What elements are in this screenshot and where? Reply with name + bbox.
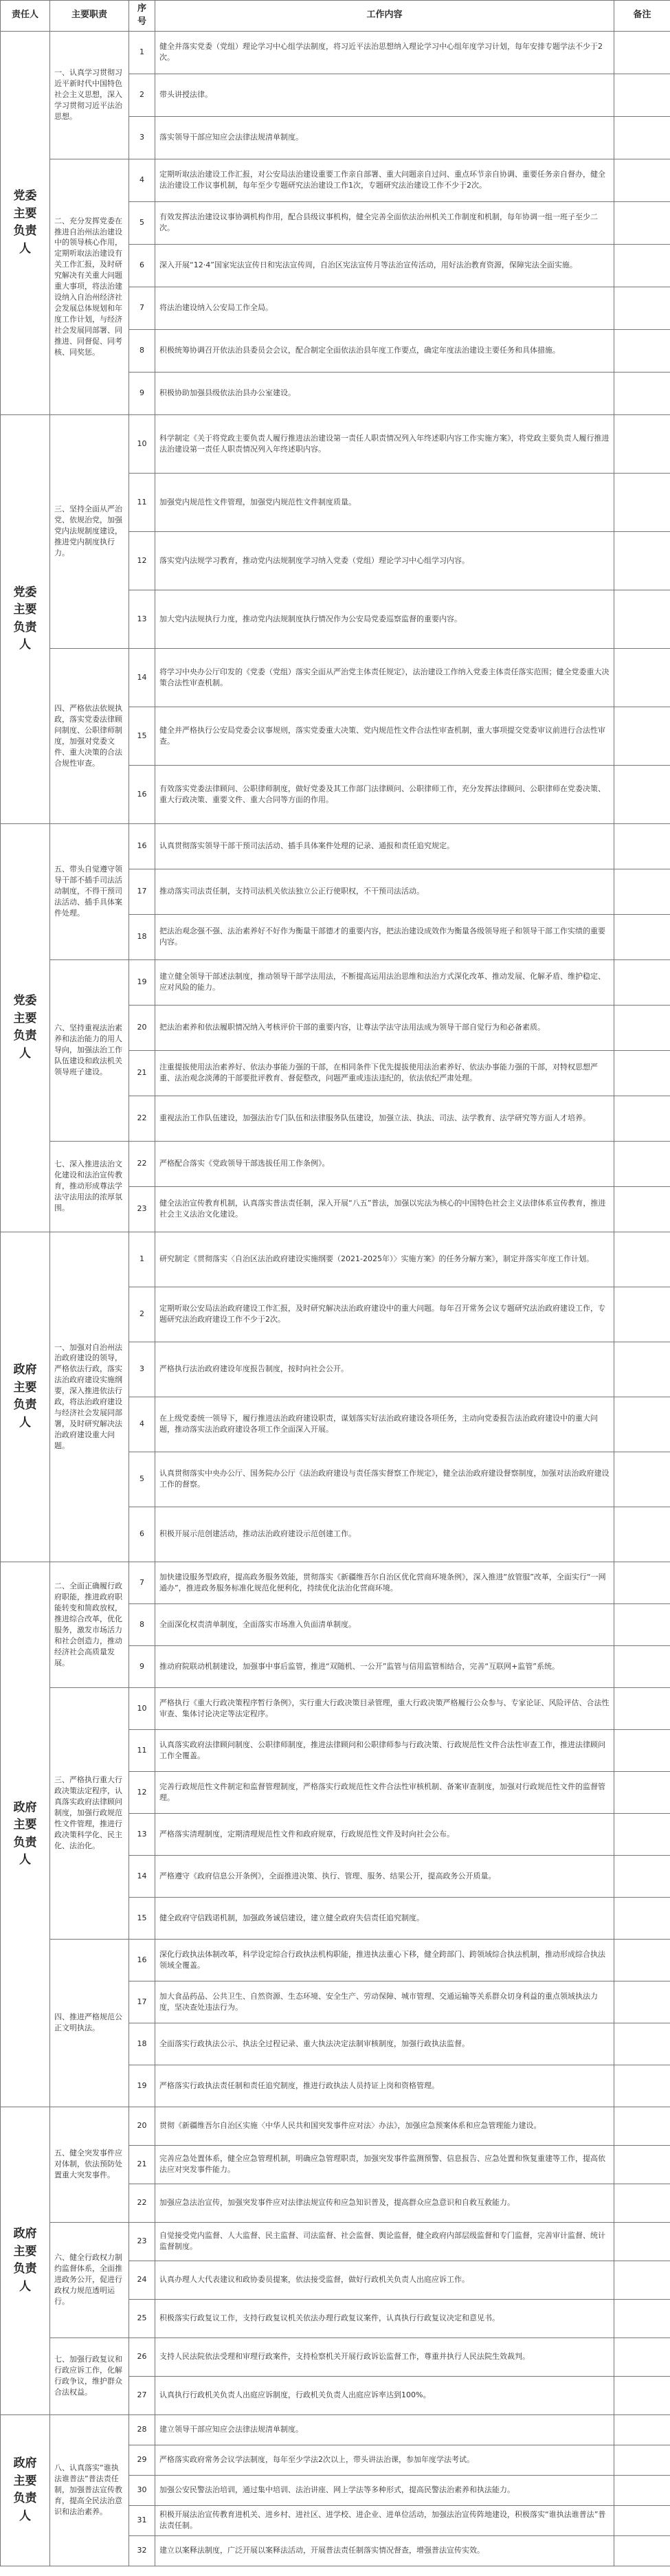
row-number: 21 <box>129 2145 155 2184</box>
row-number: 17 <box>129 1981 155 2023</box>
work-content: 推动府院联动机制建设，加强事中事后监管，推进“双随机、一公开”监管与信用监管相结合，完善“互联网+监管”系统。 <box>155 1645 614 1687</box>
work-content: 定期听取公安局法治政府建设工作汇报，及时研究解决法治政府建设中的重大问题。每年召开常务会议专题研究法治政府建设工作，专题研究法治政府建设工作不少于2次。 <box>155 1287 614 1342</box>
table-row <box>1 823 670 869</box>
note-cell <box>614 648 670 707</box>
row-number: 17 <box>129 869 155 914</box>
note-cell <box>614 1813 670 1855</box>
note-cell <box>614 201 670 244</box>
row-number: 12 <box>129 531 155 590</box>
work-content: 严格落实清理制度，定期清理规范性文件和政府规章，行政规范性文件及时向社会公布。 <box>155 1813 614 1855</box>
work-content: 研究制定《贯彻落实〈自治区法治政府建设实施纲要（2021-2025年）〉实施方案》的任务分解方案》，制定并落实年度工作计划。 <box>155 1232 614 1287</box>
note-cell <box>614 1050 670 1096</box>
note-cell <box>614 823 670 869</box>
work-content: 严格落实行政执法责任制和责任追究制度，推进行政执法人员持证上岗和资格管理。 <box>155 2065 614 2107</box>
note-cell <box>614 765 670 823</box>
row-number: 2 <box>129 74 155 116</box>
work-content: 把法治观念强不强、法治素养好不好作为衡量干部德才的重要内容，把法治建设成效作为衡量各级领导班子和领导干部工作实绩的重要内容。 <box>155 914 614 959</box>
work-content: 建立健全领导干部述法制度，推动领导干部学法用法，不断提高运用法治思维和法治方式深化改革、推动发展、化解矛盾、维护稳定、应对风险的能力。 <box>155 959 614 1005</box>
work-content: 完善行政规范性文件制定和监督管理制度，严格落实行政规范性文件合法性审核机制、备案审查制度，加强对行政规范性文件的监督管理。 <box>155 1771 614 1813</box>
table-row <box>1 159 670 201</box>
note-cell <box>614 1603 670 1645</box>
note-cell <box>614 531 670 590</box>
work-content: 全面落实行政执法公示、执法全过程记录、重大执法决定法制审核制度，加强行政执法监督。 <box>155 2023 614 2065</box>
note-cell <box>614 74 670 116</box>
main-responsibility: 三、坚持全面从严治党、依规治党，加强党内法规制度建设，推进党内制度执行力。 <box>50 414 129 648</box>
main-responsibility: 一、加强对自治州法治政府建设的领导，严格依法行政，落实法治政府建设实施纲要，深入推进依法行政，将法治政府建设与经济社会发展同部署，及时研究解决法治政府建设重大问题。 <box>50 1232 129 1562</box>
main-responsibility: 四、推进严格规范公正文明执法。 <box>50 1939 129 2107</box>
row-number: 22 <box>129 1096 155 1141</box>
work-content: 深化行政执法体制改革，科学设定综合行政执法机构职能，推进执法重心下移，健全跨部门、跨领域综合执法机制，推动形成综合执法领域全覆盖。 <box>155 1939 614 1981</box>
header-content: 工作内容 <box>155 1 614 32</box>
note-cell <box>614 959 670 1005</box>
row-number: 5 <box>129 1452 155 1507</box>
row-number: 14 <box>129 1855 155 1897</box>
note-cell <box>614 2065 670 2107</box>
work-content: 加大食品药品、公共卫生、自然资源、生态环境、安全生产、劳动保障、城市管理、交通运输等关系群众切身利益的重点领域执法力度，坚决查处违法行为。 <box>155 1981 614 2023</box>
note-cell <box>614 2505 670 2535</box>
row-number: 15 <box>129 707 155 765</box>
note-cell <box>614 2222 670 2261</box>
note-cell <box>614 2445 670 2475</box>
responsible-person: 党委主要负责人 <box>1 414 50 823</box>
note-cell <box>614 329 670 372</box>
row-number: 1 <box>129 31 155 74</box>
row-number: 16 <box>129 765 155 823</box>
table-row <box>1 648 670 707</box>
row-number: 20 <box>129 2107 155 2145</box>
main-responsibility: 三、严格执行重大行政决策法定程序，认真落实政府法律顾问制度，加强行政规范性文件管理，推进行政决策科学化、民主化、法治化。 <box>50 1687 129 1939</box>
note-cell <box>614 1939 670 1981</box>
responsible-person: 党委主要负责人 <box>1 31 50 414</box>
work-content: 推动落实司法责任制，支持司法机关依法独立公正行使职权，不干预司法活动。 <box>155 869 614 914</box>
row-number: 22 <box>129 1141 155 1186</box>
row-number: 4 <box>129 159 155 201</box>
row-number: 7 <box>129 287 155 329</box>
row-number: 5 <box>129 201 155 244</box>
work-content: 完善应急处置体系，健全应急管理机制，明确应急管理职责，加强突发事件监测预警、信息报告、应急处置和恢复重建等工作，提高依法应对突发事件能力。 <box>155 2145 614 2184</box>
work-content: 有效发挥法治建设议事协调机构作用，配合县级议事机构，健全完善全面依法治州机关工作制度和机制，每年协调一组一班子至少二次。 <box>155 201 614 244</box>
table-row <box>1 1562 670 1603</box>
main-responsibility: 五、健全突发事件应对体制，依法预防处置重大突发事件。 <box>50 2107 129 2222</box>
row-number: 7 <box>129 1562 155 1603</box>
row-number: 8 <box>129 1603 155 1645</box>
table-row <box>1 2414 670 2445</box>
row-number: 3 <box>129 1342 155 1397</box>
note-cell <box>614 2338 670 2376</box>
note-cell <box>614 1897 670 1939</box>
table-row <box>1 414 670 473</box>
note-cell <box>614 2475 670 2505</box>
note-cell <box>614 2376 670 2414</box>
row-number: 9 <box>129 1645 155 1687</box>
main-responsibility: 四、严格依法依规执政，落实党委法律顾问制度、公职律师制度，加强对党委文件、重大决策的合法合规性审查。 <box>50 648 129 823</box>
row-number: 22 <box>129 2184 155 2222</box>
work-content: 加强应急法治宣传，加强突发事件应对法律法规宣传和应急知识普及，提高群众应急意识和自救互救能力。 <box>155 2184 614 2222</box>
note-cell <box>614 116 670 159</box>
main-responsibility: 五、带头自觉遵守领导干部不插手司法活动制度，不得干预司法活动、插手具体案件处理。 <box>50 823 129 959</box>
note-cell <box>614 2107 670 2145</box>
main-responsibility: 七、深入推进法治文化建设和法治宣传教育，推动形成尊法学法守法用法的浓厚氛围。 <box>50 1141 129 1232</box>
note-cell <box>614 869 670 914</box>
row-number: 32 <box>129 2535 155 2566</box>
row-number: 30 <box>129 2475 155 2505</box>
table-row <box>1 2107 670 2145</box>
work-content: 定期听取法治建设工作汇报，对公安局法治建设重要工作亲自部署、重大问题亲自过问、重点环节亲自协调、重要任务亲自督办，健全法治建设工作议事机制，每年至少专题研究法治建设工作1次，专题研究法治建设工作不少于2次。 <box>155 159 614 201</box>
table-row <box>1 1232 670 1287</box>
work-content: 健全并严格执行公安局党委会议事规则，落实党委重大决策、党内规范性文件合法性审查机制，重大事项提交党委审议前进行合法性审查。 <box>155 707 614 765</box>
note-cell <box>614 244 670 287</box>
row-number: 21 <box>129 1050 155 1096</box>
row-number: 2 <box>129 1287 155 1342</box>
note-cell <box>614 31 670 74</box>
row-number: 12 <box>129 1771 155 1813</box>
work-content: 深入开展“12·4”国家宪法宣传日和宪法宣传周，自治区宪法宣传月等法治宣传活动，用好法治教育资源，保障宪法全面实施。 <box>155 244 614 287</box>
work-content: 在上级党委统一领导下，履行推进法治政府建设职责，谋划落实好法治政府建设各项任务，主动向党委报告法治政府建设中的重大问题，推动落实法治政府建设各项工作全面深入开展。 <box>155 1397 614 1452</box>
work-content: 认真贯彻落实中央办公厅、国务院办公厅《法治政府建设与责任落实督察工作规定》，健全法治政府建设督察制度，加强对法治政府建设工作的督察。 <box>155 1452 614 1507</box>
work-content: 健全并落实党委（党组）理论学习中心组学法制度，将习近平法治思想纳入理论学习中心组年度学习计划，每年安排专题学法不少于2次。 <box>155 31 614 74</box>
work-content: 将学习中央办公厅印发的《党委（党组）落实全面从严治党主体责任规定》，法治建设工作纳入党委主体责任落实范围；健全党委重大决策合法性审查机制。 <box>155 648 614 707</box>
note-cell <box>614 414 670 473</box>
row-number: 16 <box>129 823 155 869</box>
work-content: 积极协助加强县级依法治县办公室建设。 <box>155 372 614 414</box>
row-number: 6 <box>129 244 155 287</box>
responsible-person: 政府主要负责人 <box>1 1562 50 2107</box>
main-responsibility: 八、认真落实“谁执法谁普法”普法责任制，加强普法宣传教育，提高全民法治意识和法治素养。 <box>50 2414 129 2566</box>
note-cell <box>614 1397 670 1452</box>
work-content: 全面深化权责清单制度，全面落实市场准入负面清单制度。 <box>155 1603 614 1645</box>
main-responsibility: 二、全面正确履行政府职能，推进政府职能转变和简政放权，推进综合改革，优化服务，激发市场活力和社会创造力，推动经济社会高质量发展。 <box>50 1562 129 1687</box>
row-number: 23 <box>129 1186 155 1232</box>
work-content: 建立领导干部应知应会法律法规清单制度。 <box>155 2414 614 2445</box>
note-cell <box>614 159 670 201</box>
row-number: 31 <box>129 2505 155 2535</box>
work-content: 重视法治工作队伍建设，加强法治专门队伍和法律服务队伍建设，加强立法、执法、司法、法学教育、法学研究等方面人才培养。 <box>155 1096 614 1141</box>
work-content: 积极落实行政复议工作，支持行政复议机关依法办理行政复议案件，认真执行行政复议决定和意见书。 <box>155 2299 614 2338</box>
responsible-person: 政府主要负责人 <box>1 1232 50 1562</box>
row-number: 26 <box>129 2338 155 2376</box>
work-content: 严格落实政府常务会议学法制度，每年至少学法2次以上，带头讲法治课，参加年度学法考试。 <box>155 2445 614 2475</box>
row-number: 28 <box>129 2414 155 2445</box>
work-content: 严格遵守《政府信息公开条例》，全面推进决策、执行、管理、服务、结果公开，提高政务公开质量。 <box>155 1855 614 1897</box>
note-cell <box>614 2145 670 2184</box>
work-content: 建立以案释法制度，广泛开展以案释法活动，开展普法责任制落实情况督查，增强普法宣传实效。 <box>155 2535 614 2566</box>
work-content: 认真执行行政机关负责人出庭应诉制度，行政机关负责人出庭应诉率达到100%。 <box>155 2376 614 2414</box>
note-cell <box>614 2414 670 2445</box>
note-cell <box>614 590 670 648</box>
header-number: 序号 <box>129 1 155 32</box>
main-responsibility: 六、健全行政权力制约监督体系，全面推进政务公开，促进行政权力规范透明运行。 <box>50 2222 129 2338</box>
note-cell <box>614 1141 670 1186</box>
table-body <box>1 31 670 2566</box>
row-number: 9 <box>129 372 155 414</box>
row-number: 18 <box>129 2023 155 2065</box>
note-cell <box>614 473 670 531</box>
note-cell <box>614 1771 670 1813</box>
row-number: 20 <box>129 1005 155 1050</box>
note-cell <box>614 2299 670 2338</box>
table-row <box>1 2338 670 2376</box>
responsible-person: 政府主要负责人 <box>1 2414 50 2566</box>
note-cell <box>614 2023 670 2065</box>
row-number: 1 <box>129 1232 155 1287</box>
work-content: 自觉接受党内监督、人大监督、民主监督、司法监督、社会监督、舆论监督，健全政府内部层级监督和专门监督，完善审计监督、统计监督制度。 <box>155 2222 614 2261</box>
note-cell <box>614 287 670 329</box>
row-number: 15 <box>129 1897 155 1939</box>
note-cell <box>614 1005 670 1050</box>
row-number: 3 <box>129 116 155 159</box>
work-content: 认真办理人大代表建议和政协委员提案，依法接受监督，做好行政机关负责人出庭应诉工作。 <box>155 2261 614 2299</box>
work-content: 健全政府守信践诺机制，加强政务诚信建设，建立健全政府失信责任追究制度。 <box>155 1897 614 1939</box>
note-cell <box>614 1096 670 1141</box>
note-cell <box>614 707 670 765</box>
note-cell <box>614 1981 670 2023</box>
note-cell <box>614 1562 670 1603</box>
work-content: 支持人民法院依法受理和审理行政案件，支持检察机关开展行政诉讼监督工作，尊重并执行人民法院生效裁判。 <box>155 2338 614 2376</box>
work-content: 加大党内法规执行力度，推动党内法规制度执行情况作为公安局党委巡察监督的重要内容。 <box>155 590 614 648</box>
work-content: 贯彻《新疆维吾尔自治区实施〈中华人民共和国突发事件应对法〉办法》，加强应急预案体系和应急管理能力建设。 <box>155 2107 614 2145</box>
row-number: 23 <box>129 2222 155 2261</box>
work-content: 严格执行《重大行政决策程序暂行条例》，实行重大行政决策目录管理，重大行政决策严格履行公众参与、专家论证、风险评估、合法性审查、集体讨论决定等法定程序。 <box>155 1687 614 1729</box>
row-number: 6 <box>129 1507 155 1562</box>
table-row <box>1 959 670 1005</box>
work-content: 加强公安民警法治培训，通过集中培训、法治讲座、网上学法等多种形式，提高民警法治素养和执法能力。 <box>155 2475 614 2505</box>
responsible-person: 党委主要负责人 <box>1 823 50 1232</box>
work-content: 把法治素养和依法履职情况纳入考核评价干部的重要内容，让尊法学法守法用法成为领导干部自觉行为和必备素质。 <box>155 1005 614 1050</box>
table-header <box>1 1 670 32</box>
main-responsibility: 七、加强行政复议和行政应诉工作，化解行政争议，维护群众合法权益。 <box>50 2338 129 2414</box>
work-content: 有效落实党委法律顾问、公职律师制度，做好党委及其工作部门法律顾问、公职律师工作，充分发挥法律顾问、公职律师在党委决策、重大行政决策、重要文件、重大合同等方面的作用。 <box>155 765 614 823</box>
responsible-person: 政府主要负责人 <box>1 2107 50 2414</box>
row-number: 8 <box>129 329 155 372</box>
work-content: 严格配合落实《党政领导干部选拔任用工作条例》。 <box>155 1141 614 1186</box>
row-number: 25 <box>129 2299 155 2338</box>
work-content: 加强党内规范性文件管理，加强党内规范性文件制度质量。 <box>155 473 614 531</box>
header-note: 备注 <box>614 1 670 32</box>
main-responsibility: 六、坚持重视法治素养和法治能力的用人导向，加强法治工作队伍建设和政法机关领导班子建设。 <box>50 959 129 1141</box>
work-content: 带头讲授法律。 <box>155 74 614 116</box>
header-responsibility: 主要职责 <box>50 1 129 32</box>
note-cell <box>614 2535 670 2566</box>
row-number: 18 <box>129 914 155 959</box>
note-cell <box>614 914 670 959</box>
work-content: 将法治建设纳入公安局工作全局。 <box>155 287 614 329</box>
row-number: 19 <box>129 959 155 1005</box>
row-number: 10 <box>129 1687 155 1729</box>
note-cell <box>614 2184 670 2222</box>
table-row <box>1 1939 670 1981</box>
note-cell <box>614 1186 670 1232</box>
note-cell <box>614 372 670 414</box>
main-responsibility: 一、认真学习贯彻习近平新时代中国特色社会主义思想，深入学习贯彻习近平法治思想。 <box>50 31 129 159</box>
row-number: 10 <box>129 414 155 473</box>
table-row <box>1 2222 670 2261</box>
table-row <box>1 31 670 74</box>
work-content: 科学制定《关于将党政主要负责人履行推进法治建设第一责任人职责情况列入年终述职内容工作实施方案》，将党政主要负责人履行推进法治建设第一责任人职责情况列入年终述职内容。 <box>155 414 614 473</box>
row-number: 13 <box>129 1813 155 1855</box>
header-person: 责任人 <box>1 1 50 32</box>
main-responsibility: 二、充分发挥党委在推进自治州法治建设中的领导核心作用，定期听取法治建设有关工作汇报，及时研究解决有关重大问题重大事项，将法治建设纳入自治州经济社会发展总体规划和年度工作计划，与经济社会发展同部署、同推进、同督促、同考核、同奖惩。 <box>50 159 129 414</box>
work-content: 严格执行法治政府建设年度报告制度，按时向社会公开。 <box>155 1342 614 1397</box>
work-content: 积极开展法治宣传教育进机关、进乡村、进社区、进学校、进企业、进单位活动，加强法治宣传阵地建设，积极落实“谁执法谁普法”普法责任制。 <box>155 2505 614 2535</box>
work-content: 认真落实政府法律顾问制度、公职律师制度，推进法律顾问和公职律师参与行政决策、行政规范性文件合法性审查工作，推进法律顾问工作全覆盖。 <box>155 1729 614 1771</box>
row-number: 29 <box>129 2445 155 2475</box>
work-content: 落实领导干部应知应会法律法规清单制度。 <box>155 116 614 159</box>
work-content: 加快建设服务型政府，提高政务服务效能，贯彻落实《新疆维吾尔自治区优化营商环境条例》，深入推进“放管服”改革，全面实行“一网通办”，推进政务服务标准化规范化便利化，持续优化法治化营商环境。 <box>155 1562 614 1603</box>
table-row <box>1 1687 670 1729</box>
note-cell <box>614 1232 670 1287</box>
row-number: 27 <box>129 2376 155 2414</box>
work-content: 积极统筹协调召开依法治县委员会会议，配合制定全面依法治县年度工作要点，确定年度法治建设主要任务和具体措施。 <box>155 329 614 372</box>
row-number: 19 <box>129 2065 155 2107</box>
row-number: 11 <box>129 473 155 531</box>
note-cell <box>614 1729 670 1771</box>
note-cell <box>614 1452 670 1507</box>
note-cell <box>614 1287 670 1342</box>
note-cell <box>614 1645 670 1687</box>
note-cell <box>614 1855 670 1897</box>
row-number: 13 <box>129 590 155 648</box>
table-row <box>1 1141 670 1186</box>
work-content: 落实党内法规学习教育，推动党内法规制度学习纳入党委（党组）理论学习中心组学习内容。 <box>155 531 614 590</box>
row-number: 16 <box>129 1939 155 1981</box>
note-cell <box>614 2261 670 2299</box>
note-cell <box>614 1342 670 1397</box>
row-number: 24 <box>129 2261 155 2299</box>
work-content: 积极开展示范创建活动，推动法治政府建设示范创建工作。 <box>155 1507 614 1562</box>
row-number: 11 <box>129 1729 155 1771</box>
work-content: 注重提拔使用法治素养好、依法办事能力强的干部，在相同条件下优先提拔使用法治素养好、依法办事能力强的干部，对特权思想严重、法治观念淡薄的干部要批评教育、督促整改，问题严重或违法违纪的，依法依纪严肃处理。 <box>155 1050 614 1096</box>
work-content: 健全法治宣传教育机制，认真落实普法责任制，深入开展“八五”普法，加强以宪法为核心的中国特色社会主义法律体系宣传教育，推进社会主义法治文化建设。 <box>155 1186 614 1232</box>
row-number: 4 <box>129 1397 155 1452</box>
note-cell <box>614 1687 670 1729</box>
work-content: 认真贯彻落实领导干部干预司法活动、插手具体案件处理的记录、通报和责任追究规定。 <box>155 823 614 869</box>
row-number: 14 <box>129 648 155 707</box>
note-cell <box>614 1507 670 1562</box>
